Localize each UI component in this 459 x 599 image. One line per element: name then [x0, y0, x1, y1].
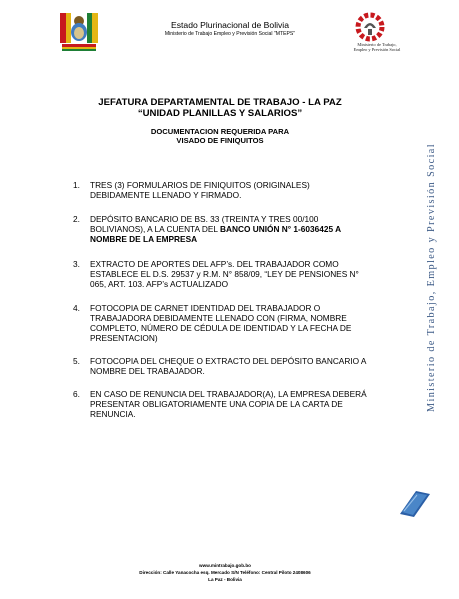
ministry-logo-caption: Ministerio de Trabajo, Empleo y Previsión Social	[353, 42, 401, 52]
book-ornament-icon	[396, 488, 434, 518]
office-heading: JEFATURA DEPARTAMENTAL DE TRABAJO - LA PAZ “UNIDAD PLANILLAS Y SALARIOS”	[98, 97, 342, 119]
list-item: 3. EXTRACTO DE APORTES DEL AFP’s. DEL TRABAJADOR COMO ESTABLECE EL D.S. 29537 y R.M. N° 858/09, “LEY DE PENSIONES N° 065, ART. 103. AFP’s ACTUALIZADO	[73, 259, 359, 289]
header-title: Estado Plurinacional de Bolivia	[171, 20, 289, 30]
footer-city: La Paz - Bolivia	[208, 577, 242, 582]
list-item: 6. EN CASO DE RENUNCIA DEL TRABAJADOR(A), LA EMPRESA DEBERÁ PRESENTAR OBLIGATORIAMENTE UNA COPIA DE LA CARTA DE RENUNCIA.	[73, 389, 367, 419]
list-item: 4. FOTOCOPIA DE CARNET IDENTIDAD DEL TRABAJADOR O TRABAJADORA DEBIDAMENTE LLENADO CON (FIRMA, NOMBRE COMPLETO, NÚMERO DE CÉDULA DE IDENTIDAD Y LA FECHA DE PRESENTACION)	[73, 303, 352, 343]
list-item: 2. DEPÓSITO BANCARIO DE BS. 33 (TREINTA Y TRES 00/100 BOLIVIANOS), A LA CUENTA DEL BANCO UNIÓN N° 1-6036425 A NOMBRE DE LA EMPRESA	[73, 214, 342, 244]
list-item: 5. FOTOCOPIA DEL CHEQUE O EXTRACTO DEL DEPÓSITO BANCARIO A NOMBRE DEL TRABAJADOR.	[73, 356, 367, 376]
document-heading: DOCUMENTACION REQUERIDA PARA VISADO DE FINIQUITOS	[150, 127, 290, 145]
header-subtitle: Ministerio de Trabajo Empleo y Previsión Social "MTEPS"	[164, 31, 296, 37]
requirements-list	[73, 180, 396, 419]
footer-address: Dirección: Calle Yanacocha esq. Mercado S/N Teléfono: Central Piloto 2408606	[139, 570, 311, 575]
side-vertical-text: Ministerio de Trabajo, Empleo y Previsión Social	[426, 143, 437, 412]
bolivia-coat-of-arms-logo	[54, 11, 104, 53]
list-item: 1. TRES (3) FORMULARIOS DE FINIQUITOS (ORIGINALES) DEBIDAMENTE LLENADO Y FIRMADO.	[73, 180, 310, 200]
footer-website: www.mintrabajo.gob.bo	[199, 563, 251, 568]
ministry-gear-logo	[355, 12, 385, 42]
